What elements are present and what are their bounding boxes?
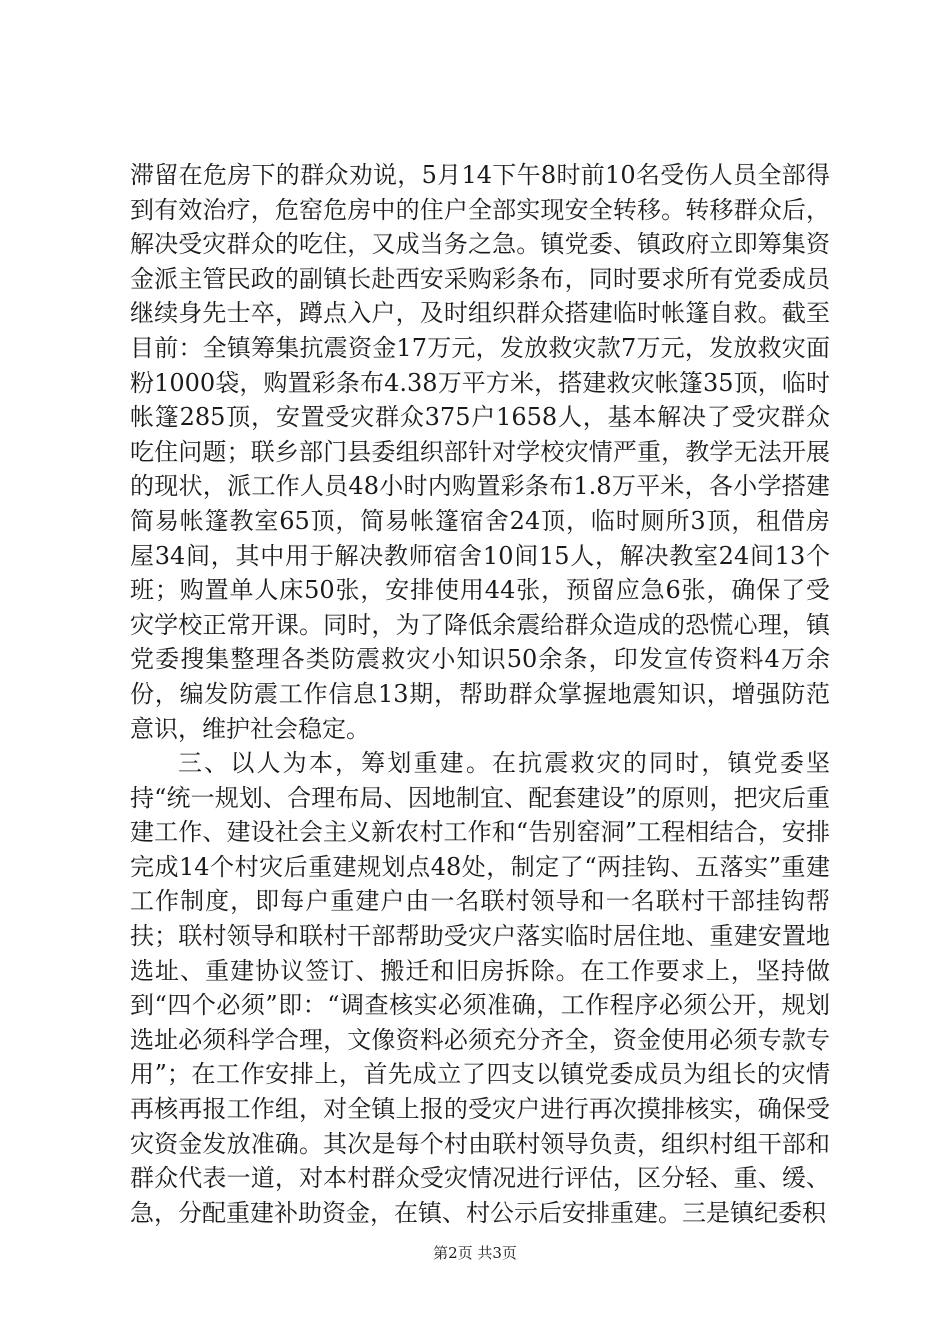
document-body <box>130 158 830 1230</box>
page-number-footer: 第2页 共3页 <box>433 1244 517 1262</box>
paragraph-section-three: 三、以人为本，筹划重建。在抗震救灾的同时，镇党委坚持“统一规划、合理布局、因地制宜、配套建设”的原则，把灾后重建工作、建设社会主义新农村工作和“告别窑洞”工程相结合，安排完成14个村灾后重建规划点48处，制定了“两挂钩、五落实”重建工作制度，即每户重建户由一名联村领导和一名联村干部挂钩帮扶；联村领导和联村干部帮助受灾户落实临时居住地、重建安置地选址、重建协议签订、搬迁和旧房拆除。在工作要求上，坚持做到“四个必须”即：“调查核实必须准确，工作程序必须公开，规划选址必须科学合理，文像资料必须充分齐全，资金使用必须专款专用”；在工作安排上，首先成立了四支以镇党委成员为组长的灾情再核再报工作组，对全镇上报的受灾户进行再次摸排核实，确保受灾资金发放准确。其次是每个村由联村领导负责，组织村组干部和群众代表一道，对本村群众受灾情况进行评估，区分轻、重、缓、急，分配重建补助资金，在镇、村公示后安排重建。三是镇纪委积 <box>130 749 830 1227</box>
paragraph-continued: 滞留在危房下的群众劝说，5月14下午8时前10名受伤人员全部得到有效治疗，危窑危房中的住户全部实现安全转移。转移群众后，解决受灾群众的吃住，又成当务之急。镇党委、镇政府立即筹集资金派主管民政的副镇长赴西安采购彩条布，同时要求所有党委成员继续身先士卒，蹲点入户，及时组织群众搭建临时帐篷自救。截至目前：全镇筹集抗震资金17万元，发放救灾款7万元，发放救灾面粉1000袋，购置彩条布4.38万平方米，搭建救灾帐篷35顶，临时帐篷285顶，安置受灾群众375户1658人，基本解决了受灾群众吃住问题；联乡部门县委组织部针对学校灾情严重，教学无法开展的现状，派工作人员48小时内购置彩条布1.8万平米，各小学搭建简易帐篷教室65顶，简易帐篷宿舍24顶，临时厕所3顶，租借房屋34间，其中用于解决教师宿舍10间15人，解决教室24间13个班；购置单人床50张，安排使用44张，预留应急6张，确保了受灾学校正常开课。同时，为了降低余震给群众造成的恐慌心理，镇党委搜集整理各类防震救灾小知识50余条，印发宣传资料4万余份，编发防震工作信息13期，帮助群众掌握地震知识，增强防范意识，维护社会稳定。 <box>130 161 830 743</box>
